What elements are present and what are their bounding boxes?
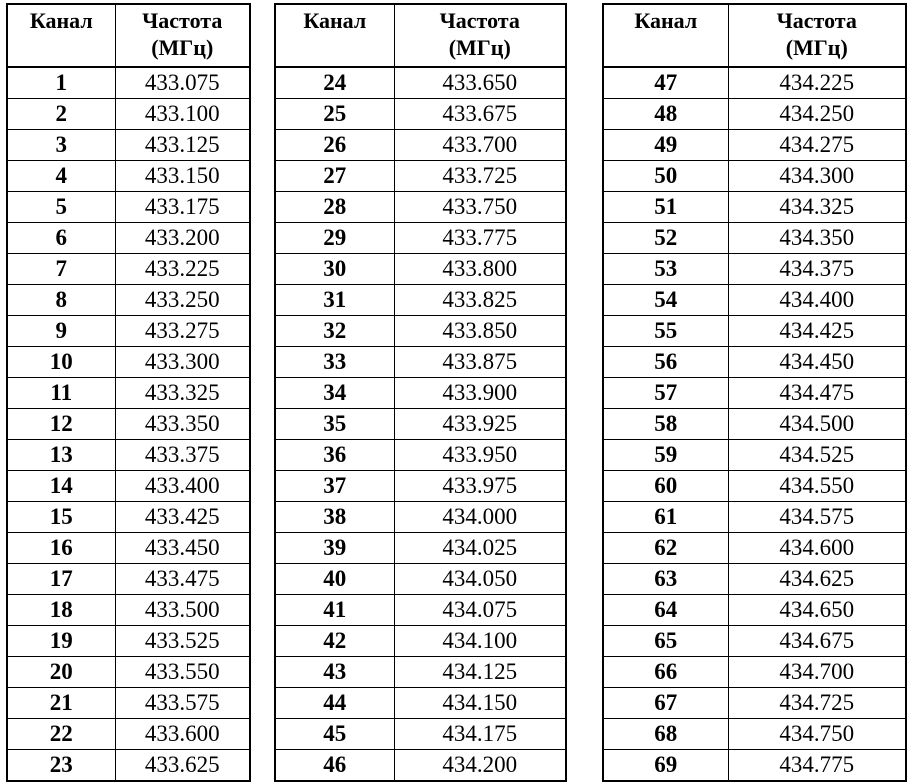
frequency-cell: 434.525 (728, 440, 906, 471)
table-row (7, 67, 250, 99)
channel-number-cell: 31 (275, 285, 394, 316)
frequency-cell: 433.675 (394, 99, 566, 130)
frequency-cell: 433.450 (115, 533, 250, 564)
channel-number-cell: 12 (7, 409, 115, 440)
table-row (603, 161, 906, 192)
table-row (275, 378, 566, 409)
frequency-cell: 434.150 (394, 688, 566, 719)
table-row (603, 688, 906, 719)
channel-number-cell: 4 (7, 161, 115, 192)
table-row (275, 533, 566, 564)
channel-number-cell: 39 (275, 533, 394, 564)
frequency-cell: 434.625 (728, 564, 906, 595)
channel-number-cell: 47 (603, 67, 728, 99)
table-row (603, 347, 906, 378)
table-row (275, 750, 566, 782)
frequency-cell: 434.600 (728, 533, 906, 564)
channel-number-cell: 69 (603, 750, 728, 782)
frequency-cell: 434.725 (728, 688, 906, 719)
frequency-cell: 433.925 (394, 409, 566, 440)
table-row (275, 440, 566, 471)
frequency-cell: 434.700 (728, 657, 906, 688)
frequency-header (115, 4, 250, 67)
table-row (7, 99, 250, 130)
frequency-cell: 434.375 (728, 254, 906, 285)
frequency-cell: 433.650 (394, 67, 566, 99)
table-row (7, 285, 250, 316)
channel-number-cell: 32 (275, 316, 394, 347)
frequency-cell: 433.225 (115, 254, 250, 285)
channel-number-cell: 64 (603, 595, 728, 626)
channel-number-cell: 36 (275, 440, 394, 471)
table-row (603, 440, 906, 471)
table-row (603, 595, 906, 626)
table-row (7, 223, 250, 254)
table-row (275, 688, 566, 719)
channel-header: Канал (603, 4, 728, 67)
channel-number-cell: 28 (275, 192, 394, 223)
channel-number-cell: 30 (275, 254, 394, 285)
channel-number-cell: 7 (7, 254, 115, 285)
table-body (7, 67, 250, 781)
channel-number-cell: 33 (275, 347, 394, 378)
table-row (7, 161, 250, 192)
frequency-cell: 433.400 (115, 471, 250, 502)
table-row (275, 347, 566, 378)
channel-number-cell: 62 (603, 533, 728, 564)
frequency-cell: 434.075 (394, 595, 566, 626)
frequency-cell: 433.250 (115, 285, 250, 316)
frequency-cell: 434.650 (728, 595, 906, 626)
table-row (603, 533, 906, 564)
channel-number-cell: 17 (7, 564, 115, 595)
table-row (275, 502, 566, 533)
channel-number-cell: 44 (275, 688, 394, 719)
channel-number-cell: 63 (603, 564, 728, 595)
frequency-cell: 433.375 (115, 440, 250, 471)
channel-number-cell: 27 (275, 161, 394, 192)
frequency-cell: 434.225 (728, 67, 906, 99)
frequency-cell: 433.175 (115, 192, 250, 223)
frequency-unit-label: (МГц) (151, 35, 214, 60)
channel-number-cell: 54 (603, 285, 728, 316)
channel-number-cell: 43 (275, 657, 394, 688)
table-row (275, 161, 566, 192)
channel-number-cell: 25 (275, 99, 394, 130)
channel-number-cell: 3 (7, 130, 115, 161)
channel-number-cell: 45 (275, 719, 394, 750)
table-row (603, 750, 906, 782)
frequency-header (394, 4, 566, 67)
frequency-cell: 433.150 (115, 161, 250, 192)
table-row (275, 254, 566, 285)
table-row (275, 316, 566, 347)
frequency-table-block-3 (602, 3, 907, 782)
frequency-cell: 434.250 (728, 99, 906, 130)
table-row (603, 285, 906, 316)
table-row (275, 471, 566, 502)
table-row (603, 409, 906, 440)
frequency-cell: 433.425 (115, 502, 250, 533)
frequency-unit-label: (МГц) (785, 35, 848, 60)
frequency-cell: 433.575 (115, 688, 250, 719)
channel-number-cell: 29 (275, 223, 394, 254)
frequency-cell: 433.350 (115, 409, 250, 440)
table-header-row (603, 4, 906, 67)
frequency-cell: 433.800 (394, 254, 566, 285)
table-row (603, 99, 906, 130)
frequency-cell: 434.400 (728, 285, 906, 316)
channel-number-cell: 58 (603, 409, 728, 440)
table-row (7, 719, 250, 750)
table-row (603, 502, 906, 533)
frequency-cell: 433.100 (115, 99, 250, 130)
frequency-cell: 433.950 (394, 440, 566, 471)
frequency-cell: 433.850 (394, 316, 566, 347)
channel-number-cell: 6 (7, 223, 115, 254)
table-row (7, 192, 250, 223)
channel-header: Канал (275, 4, 394, 67)
frequency-cell: 433.700 (394, 130, 566, 161)
channel-number-cell: 18 (7, 595, 115, 626)
frequency-cell: 433.475 (115, 564, 250, 595)
channel-number-cell: 66 (603, 657, 728, 688)
table-row (7, 626, 250, 657)
table-row (275, 719, 566, 750)
table-row (7, 657, 250, 688)
table-row (603, 626, 906, 657)
channel-number-cell: 52 (603, 223, 728, 254)
frequency-cell: 434.325 (728, 192, 906, 223)
channel-number-cell: 34 (275, 378, 394, 409)
table-row (275, 409, 566, 440)
frequency-cell: 433.750 (394, 192, 566, 223)
frequency-cell: 434.125 (394, 657, 566, 688)
channel-number-cell: 40 (275, 564, 394, 595)
table-row (603, 192, 906, 223)
table-row (275, 657, 566, 688)
channel-number-cell: 46 (275, 750, 394, 782)
channel-number-cell: 65 (603, 626, 728, 657)
channel-number-cell: 53 (603, 254, 728, 285)
frequency-cell: 434.675 (728, 626, 906, 657)
channel-number-cell: 5 (7, 192, 115, 223)
table-row (603, 223, 906, 254)
frequency-cell: 434.425 (728, 316, 906, 347)
table-row (7, 440, 250, 471)
frequency-cell: 433.625 (115, 750, 250, 782)
channel-number-cell: 22 (7, 719, 115, 750)
table-row (7, 750, 250, 782)
channel-number-cell: 19 (7, 626, 115, 657)
table-row (603, 130, 906, 161)
channel-number-cell: 56 (603, 347, 728, 378)
table-header-row (7, 4, 250, 67)
table-row (603, 378, 906, 409)
table-row (7, 316, 250, 347)
frequency-cell: 434.200 (394, 750, 566, 782)
frequency-cell: 433.325 (115, 378, 250, 409)
table-row (7, 564, 250, 595)
frequency-header-label: Частота (776, 8, 857, 33)
frequency-cell: 433.600 (115, 719, 250, 750)
channel-number-cell: 2 (7, 99, 115, 130)
channel-number-cell: 20 (7, 657, 115, 688)
frequency-cell: 434.350 (728, 223, 906, 254)
table-row (7, 471, 250, 502)
frequency-cell: 434.575 (728, 502, 906, 533)
frequency-cell: 434.025 (394, 533, 566, 564)
channel-number-cell: 1 (7, 67, 115, 99)
frequency-cell: 433.200 (115, 223, 250, 254)
table-row (275, 99, 566, 130)
frequency-cell: 433.550 (115, 657, 250, 688)
frequency-cell: 433.775 (394, 223, 566, 254)
table-row (7, 347, 250, 378)
table-row (603, 657, 906, 688)
channel-number-cell: 59 (603, 440, 728, 471)
channel-number-cell: 60 (603, 471, 728, 502)
channel-number-cell: 67 (603, 688, 728, 719)
channel-header: Канал (7, 4, 115, 67)
frequency-cell: 434.775 (728, 750, 906, 782)
channel-number-cell: 48 (603, 99, 728, 130)
channel-number-cell: 8 (7, 285, 115, 316)
table-row (603, 254, 906, 285)
channel-number-cell: 68 (603, 719, 728, 750)
table-header-row (275, 4, 566, 67)
table-row (7, 502, 250, 533)
table-row (7, 595, 250, 626)
table-row (603, 316, 906, 347)
channel-number-cell: 38 (275, 502, 394, 533)
frequency-header-label: Частота (439, 8, 520, 33)
table-row (275, 595, 566, 626)
frequency-cell: 433.275 (115, 316, 250, 347)
channel-number-cell: 13 (7, 440, 115, 471)
table-row (7, 130, 250, 161)
channel-number-cell: 51 (603, 192, 728, 223)
table-row (7, 533, 250, 564)
channel-number-cell: 55 (603, 316, 728, 347)
table-row (275, 67, 566, 99)
channel-number-cell: 9 (7, 316, 115, 347)
frequency-header (728, 4, 906, 67)
table-body (275, 67, 566, 781)
table-row (7, 254, 250, 285)
frequency-cell: 434.750 (728, 719, 906, 750)
channel-number-cell: 24 (275, 67, 394, 99)
table-row (275, 285, 566, 316)
channel-number-cell: 10 (7, 347, 115, 378)
frequency-cell: 434.475 (728, 378, 906, 409)
frequency-cell: 433.875 (394, 347, 566, 378)
channel-number-cell: 42 (275, 626, 394, 657)
frequency-cell: 434.050 (394, 564, 566, 595)
frequency-cell: 434.300 (728, 161, 906, 192)
channel-number-cell: 16 (7, 533, 115, 564)
frequency-cell: 434.275 (728, 130, 906, 161)
channel-number-cell: 57 (603, 378, 728, 409)
table-row (7, 688, 250, 719)
frequency-cell: 433.825 (394, 285, 566, 316)
frequency-cell: 434.550 (728, 471, 906, 502)
channel-number-cell: 35 (275, 409, 394, 440)
frequency-cell: 434.000 (394, 502, 566, 533)
table-row (275, 223, 566, 254)
channel-number-cell: 14 (7, 471, 115, 502)
channel-number-cell: 11 (7, 378, 115, 409)
channel-number-cell: 21 (7, 688, 115, 719)
frequency-cell: 433.500 (115, 595, 250, 626)
table-row (603, 564, 906, 595)
channel-number-cell: 41 (275, 595, 394, 626)
table-body (603, 67, 906, 781)
channel-number-cell: 15 (7, 502, 115, 533)
channel-number-cell: 50 (603, 161, 728, 192)
frequency-cell: 433.525 (115, 626, 250, 657)
frequency-cell: 433.075 (115, 67, 250, 99)
channel-number-cell: 61 (603, 502, 728, 533)
frequency-cell: 434.500 (728, 409, 906, 440)
frequency-cell: 433.725 (394, 161, 566, 192)
frequency-unit-label: (МГц) (448, 35, 511, 60)
table-row (275, 564, 566, 595)
frequency-table-block-2 (274, 3, 567, 782)
frequency-header-label: Частота (142, 8, 223, 33)
frequency-cell: 433.900 (394, 378, 566, 409)
channel-number-cell: 37 (275, 471, 394, 502)
frequency-cell: 433.125 (115, 130, 250, 161)
channel-number-cell: 26 (275, 130, 394, 161)
table-row (275, 192, 566, 223)
frequency-cell: 434.175 (394, 719, 566, 750)
table-row (275, 626, 566, 657)
channel-number-cell: 49 (603, 130, 728, 161)
channel-number-cell: 23 (7, 750, 115, 782)
table-row (275, 130, 566, 161)
frequency-cell: 434.450 (728, 347, 906, 378)
frequency-cell: 433.975 (394, 471, 566, 502)
frequency-table-block-1 (6, 3, 251, 782)
table-row (603, 471, 906, 502)
table-row (603, 67, 906, 99)
table-row (603, 719, 906, 750)
frequency-cell: 433.300 (115, 347, 250, 378)
table-row (7, 378, 250, 409)
frequency-cell: 434.100 (394, 626, 566, 657)
table-row (7, 409, 250, 440)
